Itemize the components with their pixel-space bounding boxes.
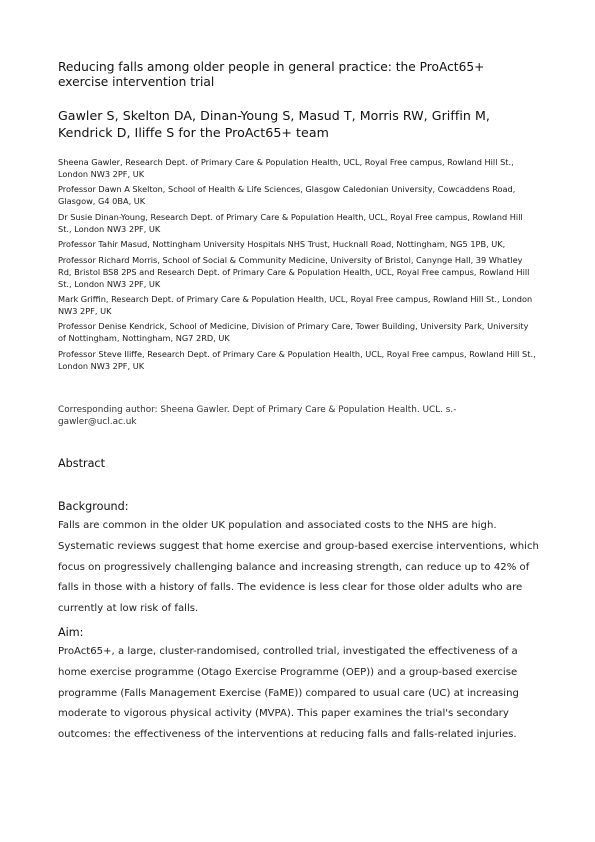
affiliation-griffin: Mark Griffin, Research Dept. of Primary Care & Population Health, UCL, Royal Free campus, Rowland Hill St., London NW3 2PF, UK: [58, 294, 533, 316]
paper-title: Reducing falls among older people in general practice: the ProAct65+ exercise intervention trial: [58, 60, 485, 89]
affiliation-gawler: Sheena Gawler, Research Dept. of Primary Care & Population Health, UCL, Royal Free campus, Rowland Hill St., London NW3 2PF, UK: [58, 157, 514, 179]
corresponding-author: Corresponding author: Sheena Gawler. Dept of Primary Care & Population Health. UCL. s.-gawler@ucl.ac.uk: [58, 405, 457, 427]
affiliation-kendrick: Professor Denise Kendrick, School of Medicine, Division of Primary Care, Tower Building, University Park, University of Nottingham, Nottingham, NG7 2RD, UK: [58, 321, 529, 344]
affiliation-morris: Professor Richard Morris, School of Social & Community Medicine, University of Bristol, Canynge Hall, 39 Whatley Rd, Bristol BS8 2PS and Research Dept. of Primary Care & Population Health, UCL, Royal Free campus, Rowland Hill St., London NW3 2PF, UK: [58, 254, 530, 289]
aim-heading: Aim:: [58, 626, 84, 639]
aim-text: ProAct65+, a large, cluster-randomised, controlled trial, investigated the effectiveness of a home exercise programme (Otago Exercise Programme (OEP)) and a group-based exercise programme (Falls Management Exercise (FaME)) compared to usual care (UC) at increasing moderate to vigorous physical activity (MVPA). This paper examines the trial's secondary outcomes: the effectiveness of the interventions at reducing falls and falls-related injuries.: [58, 646, 519, 741]
affiliation-dinan-young: Dr Susie Dinan-Young, Research Dept. of Primary Care & Population Health, UCL, Royal Free campus, Rowland Hill St., London NW3 2PF, UK: [58, 211, 523, 234]
affiliation-list: [58, 157, 536, 376]
author-list: Gawler S, Skelton DA, Dinan-Young S, Masud T, Morris RW, Griffin M, Kendrick D, Iliffe S for the ProAct65+ team: [58, 108, 490, 140]
affiliation-masud: Professor Tahir Masud, Nottingham University Hospitals NHS Trust, Hucknall Road, Nottingham, NG5 1PB, UK,: [58, 239, 506, 250]
abstract-heading: Abstract: [58, 457, 105, 470]
background-text: Falls are common in the older UK population and associated costs to the NHS are high. Systematic reviews suggest that home exercise and group-based exercise interventions, which focus on progressively challenging balance and increasing strength, can reduce up to 42% of falls in those with a history of falls. The evidence is less clear for those older adults who are currently at low risk of falls.: [58, 520, 539, 615]
affiliation-skelton: Professor Dawn A Skelton, School of Health & Life Sciences, Glasgow Caledonian University, Cowcaddens Road, Glasgow, G4 0BA, UK: [58, 184, 516, 207]
background-heading: Background:: [58, 500, 129, 513]
affiliation-iliffe: Professor Steve Iliffe, Research Dept. of Primary Care & Population Health, UCL, Royal Free campus, Rowland Hill St., London NW3 2PF, UK: [58, 348, 536, 371]
